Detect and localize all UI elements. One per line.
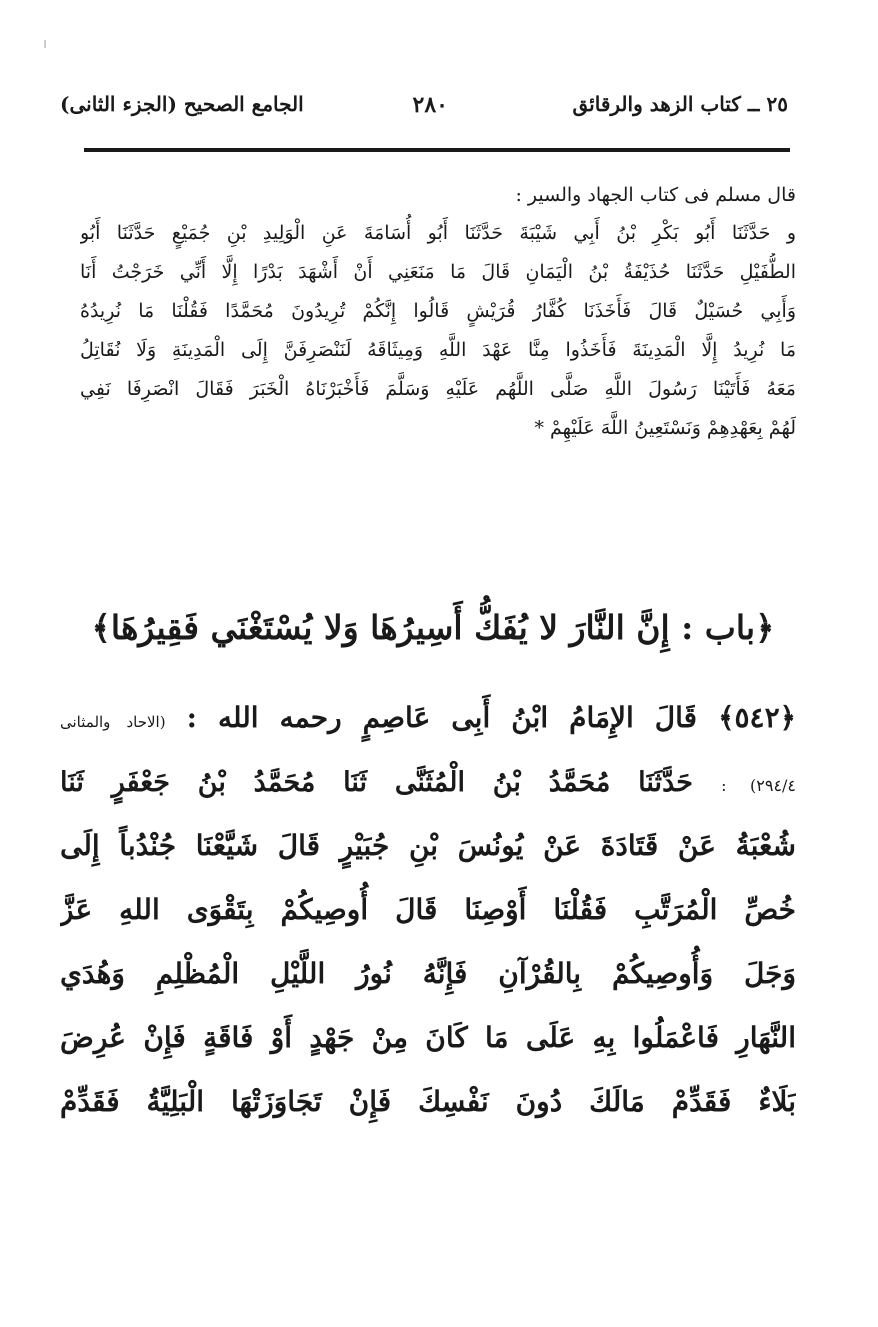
hadith-text-line: الطُّفَيْلِ حَدَّثَنَا حُذَيْفَةُ بْنُ الْيَمَانِ قَالَ مَا مَنَعَنِي أَنْ أَشْهَدَ بَدْرًا إِلَّا أَنِّي خَرَجْتُ أَنَا	[80, 261, 796, 283]
page-number: ٢٨٠	[412, 92, 448, 118]
hadith-text-line: وَأَبِي حُسَيْلٌ قَالَ فَأَخَذَنَا كُفَّارُ قُرَيْشٍ قَالُوا إِنَّكُمْ تُرِيدُونَ مُحَمَّدًا فَقُلْنَا مَا نُرِيدُهُ	[80, 300, 796, 322]
hadith-542-line	[60, 750, 796, 814]
page-header	[60, 92, 788, 132]
header-book-title: الجامع الصحيح (الجزء الثانى)	[60, 92, 304, 116]
source-reference: (الاحاد والمثانى	[60, 713, 166, 731]
chapter-heading: ﴿باب : إِنَّ النَّارَ لا يُفَكُّ أَسِيرُهَا وَلا يُسْتَغْنَي فَقِيرُهَا﴾	[91, 608, 775, 647]
hadith-542-line: النَّهَارِ فَاعْمَلُوا بِهِ عَلَى مَا كَانَ مِنْ جَهْدٍ أَوْ فَاقَةٍ فَإِنْ عُرِضَ	[60, 1021, 796, 1054]
hadith-intro: قال مسلم فى كتاب الجهاد والسير :	[515, 184, 796, 206]
imam-attribution: قَالَ الإِمَامُ ابْنُ أَبِى عَاصِمٍ رحمه الله :	[186, 701, 698, 734]
hadith-542-line: خُصِّ الْمُرَتَّبِ فَقُلْنَا أَوْصِنَا قَالَ أُوصِيكُمْ بِتَقْوَى اللهِ عَزَّ	[60, 893, 796, 926]
hadith-text-line: لَهُمْ بِعَهْدِهِمْ وَنَسْتَعِينُ اللَّهَ عَلَيْهِمْ *	[534, 417, 796, 439]
hadith-542-line: وَجَلَ وَأُوصِيكُمْ بِالقُرْآنِ فَإِنَّهُ نُورُ اللَّيْلِ الْمُظْلِمِ وَهُدَي	[60, 957, 796, 990]
hadith-542-line: شُعْبَةُ عَنْ قَتَادَةَ عَنْ يُونُسَ بْنِ جُبَيْرٍ قَالَ شَيَّعْنَا جُنْدُباً إِلَى	[60, 829, 796, 862]
source-reference-volume: ٢٩٤/٤) :	[721, 776, 796, 795]
hadith-text-line: مَعَهُ فَأَتَيْنَا رَسُولَ اللَّهِ صَلَّى اللَّهُم عَلَيْهِ وَسَلَّمَ فَأَخْبَرْنَاهُ الْخَبَرَ فَقَالَ انْصَرِفَا نَفِي	[80, 378, 796, 400]
muslim-hadith-block	[80, 180, 796, 448]
margin-mark	[44, 40, 46, 48]
header-rule	[84, 148, 790, 152]
hadith-542-line: بَلَاءٌ فَقَدِّمْ مَالَكَ دُونَ نَفْسِكَ فَإِنْ تَجَاوَزَتْهَا الْبَلِيَّةُ فَقَدِّمْ	[60, 1085, 796, 1118]
hadith-number: ﴿٥٤٢﴾	[718, 701, 796, 734]
hadith-text-line: مَا نُرِيدُ إِلَّا الْمَدِينَةَ فَأَخَذُوا مِنَّا عَهْدَ اللَّهِ وَمِيثَاقَهُ لَنَنْصَرِفَنَّ إِلَى الْمَدِينَةِ وَلَا نُقَاتِلُ	[80, 339, 796, 361]
hadith-542-block	[60, 686, 796, 1134]
header-section-title: ٢٥ ــ كتاب الزهد والرقائق	[572, 92, 788, 116]
hadith-542-heading-line	[60, 686, 796, 750]
hadith-text-line: و حَدَّثَنَا أَبُو بَكْرِ بْنُ أَبِي شَيْبَةَ حَدَّثَنَا أَبُو أُسَامَةَ عَنِ الْوَلِيدِ بْنِ جُمَيْعٍ حَدَّثَنَا أَبُو	[80, 222, 796, 244]
isnad-text: حَدَّثَنَا مُحَمَّدُ بْنُ الْمُثَنَّى ثَنَا مُحَمَّدُ بْنُ جَعْفَرٍ ثَنَا	[60, 767, 693, 798]
